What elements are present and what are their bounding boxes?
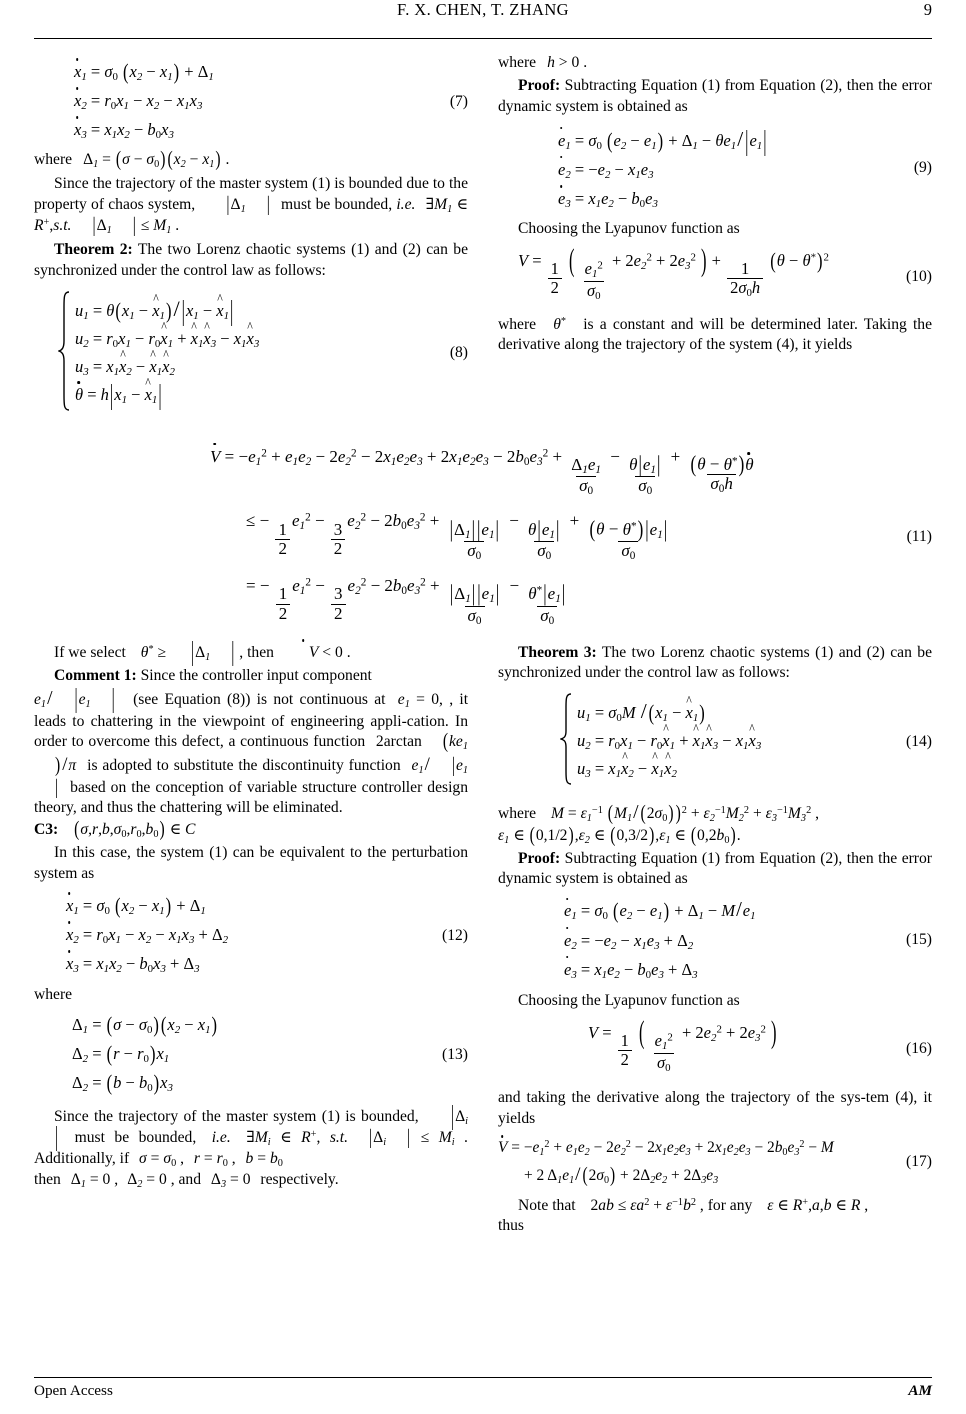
equation-7: $x_1 = \sigma_0$ $(x_2 - x_1) + \Delta_1$ $x_2 = r_0x_1 - x_2 - x_1x_3$ $x_3 = x_1x_2 - b_0x_3$ (7) — [74, 58, 468, 142]
comment-1-para: Comment 1: Since the controller input component $e_1/$ $|e_1$ | (see Equation (8)) is not continuous at $e_1 = 0$, , it leads to chattering in the viewpoint of engineering appli-cation. In order to overcome this defect, a continuous function 2arctan $(ke_1)$ /π is adopted to substitute the discontinuity function $e_1/$ $|e_1|$ based on the conception of variable structure controller design theory, and thus the chattering will be eliminated. — [34, 667, 469, 816]
proof-2-text: Subtracting Equation (1) from Equation (2), then the error dynamic system is obtained as — [498, 849, 932, 888]
equation-14-number: (14) — [906, 732, 932, 750]
equation-11-line-2: ≤ − $\frac{1}{2}$ $e_1^2$ − $\frac{3}{2}$ $e_2^2 - 2b_0e_3^2$ + $\frac{|\Delta_1| |e_1|}{\sigma_0}$ − $\frac{\theta|e_1|}{\sigma_0}$ + $\frac{(\theta - \theta^*) |e_1|}{\sigma_0}$ — [246, 511, 668, 563]
equation-15-number: (15) — [906, 931, 932, 949]
page-number: 9 — [923, 0, 932, 19]
proof-1-para — [498, 76, 932, 117]
equation-17-number: (17) — [906, 1153, 932, 1171]
equation-11-number: (11) — [906, 527, 932, 545]
theorem-3-para — [498, 643, 932, 684]
note-that-para: Note that $2ab \le \varepsilon a^2 + \varepsilon^{-1}b^2$ , for any ε ∈ R+,a,b ∈ R , — [518, 1196, 869, 1214]
running-title: F. X. CHEN, T. ZHANG — [397, 0, 569, 19]
lower-columns — [34, 637, 932, 1237]
journal-abbrev: AM — [908, 1382, 932, 1399]
equation-17: $V = -e_1^2 + e_1e_2 - 2e_2^2 - 2x_1e_2e_3 + 2x_1e_2e_3 - 2b_0e_3^2 - M$ + 2 $\Delta_1e_1/$ $(2\sigma_0) + 2\Delta_2e_2 + 2\Delta_3e_3$ (17) — [498, 1138, 932, 1187]
equation-16: V = $\frac{1}{2}$ ( $\frac{e_1^2}{\sigma_0}$ + $2e_2^2 + 2e_3^2$ ) (16) — [588, 1013, 932, 1074]
equation-8-number: (8) — [449, 344, 468, 362]
right-column-lower — [498, 643, 932, 1237]
equation-7-number: (7) — [449, 92, 468, 110]
theorem-2-text: The two Lorenz chaotic systems (1) and (2) can be synchronized under the control law as follows: — [34, 241, 468, 279]
brace-glyph — [58, 291, 71, 411]
running-head — [34, 0, 932, 39]
equation-12-number: (12) — [442, 926, 468, 944]
proof-1-label: Proof: — [518, 77, 561, 95]
equation-11-line-3: = − $\frac{1}{2}$ $e_1^2$ − $\frac{3}{2}$ $e_2^2 - 2b_0e_3^2$ + $\frac{|\Delta_1| |e_1|}{\sigma_0}$ − $\frac{\theta^*|e_1|}{\sigma_0}$ — [246, 576, 566, 627]
where-M-para: where $M = \varepsilon_1^{-1}$ ($M_1/$ $(2\sigma_0) )^2 + \varepsilon_2^{-1}M_2^2 + \varepsilon_3^{-1}M_3^2$ , $\varepsilon_1$ ∈ $(0,1/2),\varepsilon_2$ ∈ $(0,3/2),\varepsilon_1$ ∈ $(0,2b_0)$. — [498, 802, 820, 847]
equation-11 — [34, 447, 932, 627]
where-label-lower: where — [34, 986, 73, 1004]
left-column-lower — [34, 637, 469, 1237]
brace-glyph — [560, 693, 573, 785]
equation-15: $e_1 = \sigma_0$ $(e_2 - e_1) + \Delta_1 - M/e_1$ $e_2 = -e_2 - x_1e_3 + \Delta_2$ $e_3 = x_1e_2 - b_0e_3 + \Delta_3$ (15) — [564, 897, 932, 981]
open-access-label: Open Access — [34, 1382, 113, 1399]
equation-9: $e_1 = \sigma_0$ $(e_2 - e_1) + \Delta_1 - \theta e_1/$ $|e_1|$ $e_2 = -e_2 - x_1e_3$ $e_3 = x_1e_2 - b_0e_3$ (9) — [558, 123, 932, 210]
theorem-2-para — [34, 240, 468, 281]
thus-word: thus — [498, 1217, 524, 1235]
choosing-lyapunov-1: Choosing the Lyapunov function as — [518, 219, 740, 237]
left-column-upper — [34, 53, 468, 425]
if-we-select-para: If we select $\theta^* \ge |\Delta_1$ | , then V < 0 . — [54, 637, 351, 667]
c3-label: C3: — [34, 821, 59, 839]
equation-10: V = $\frac{1}{2}$ ( $\frac{e_1^2}{\sigma_0}$ + $2e_2^2 + 2e_3^2$ ) + $\frac{1}{2\sigma_0h}$ $(\theta - \theta^*)^2$ (10) — [518, 242, 932, 302]
right-column-upper — [498, 53, 932, 425]
equation-10-number: (10) — [906, 267, 932, 285]
equation-13-number: (13) — [442, 1045, 468, 1063]
equation-14: $u_1 = \sigma_0M / (x_1 - x$ $\^{}_1$) $u_2 = r_0x_1 - r_0x$ $\^{}_1 + x$ $\^{}_1x$ $\^{}_3 - x_1x$ $\^{}_3$ $u_3 = x_1x$ $\^{}_2 - x$ $\^{}_1x$ $\^{}_2$ (14) — [498, 693, 932, 790]
equation-9-number: (9) — [913, 159, 932, 177]
comment-1-label: Comment 1: — [54, 667, 137, 685]
where-h-line: where h > 0 . — [498, 54, 588, 71]
theorem-3-text: The two Lorenz chaotic systems (1) and (2) can be synchronized under the control law as follows: — [498, 643, 932, 682]
and-taking-derivative: and taking the derivative along the trajectory of the sys-tem (4), it yields — [498, 1089, 932, 1127]
equation-16-number: (16) — [906, 1039, 932, 1057]
c3-text: In this case, the system (1) can be equivalent to the perturbation system as — [34, 844, 468, 882]
bottom-bounded-para: Since the trajectory of the master system (1) is bounded, $|\Delta_i|$ must be bounded, i.e. $\exists M_i$ ∈ R+, s.t. $|\Delta_i$ | ≤ $M_i$ . Additionally, if $\sigma = \sigma_0$ , $r = r_0$ , $b = b_0$ then $\Delta_1 = 0$ , $\Delta_2 = 0$ , and $\Delta_3 = 0$ respectively. — [34, 1100, 468, 1191]
para-since-bounded: Since the trajectory of the master system (1) is bounded due to the property of chaos system, $|\Delta_1$ | must be bounded, i.e. $\exists M_1$ ∈ R+,s.t. $|\Delta_1$ | ≤ $M_1$ . — [34, 175, 468, 237]
proof-2-para — [498, 849, 932, 890]
choosing-lyapunov-2: Choosing the Lyapunov function as — [518, 991, 740, 1009]
where-delta1-line: where $\Delta_1 = (\sigma - \sigma_0) (x_2 - x_1)$ . — [34, 147, 230, 171]
page-footer — [34, 1377, 932, 1400]
equation-12: $x_1 = \sigma_0$ $(x_2 - x_1) + \Delta_1$ $x_2 = r_0x_1 - x_2 - x_1x_3 + \Delta_2$ $x_3 = x_1x_2 - b_0x_3 + \Delta_3$ (12) — [66, 892, 468, 976]
equation-8: $u_1 = \theta(x_1 - x$ $\^{}_1)/$ $|x_1 - x$ $\^{}_1|$ $u_2 = r_0x_1 - r_0x$ $\^{}_1 + x$ $\^{}_1x$ $\^{}_3 - x_1x$ $\^{}_3$ $u_3 = x_1x$ $\^{}_2 - x$ $\^{}_1x$ $\^{}_2$ $\theta = h|x_1 - x$ $\^{}_1|$ (8) — [34, 291, 468, 416]
equation-11-line-1: $V = -e_1^2 + e_1e_2 - 2e_2^2 - 2x_1e_2e_3 + 2x_1e_2e_3 - 2b_0e_3^2$ + $\frac{\Delta_1e_1}{\sigma_0}$ − $\frac{\theta|e_1|}{\sigma_0}$ + $\frac{(\theta - \theta^*)\theta}{\sigma_0h}$ — [210, 446, 754, 498]
theorem-3-label: Theorem 3: — [518, 643, 597, 661]
where-theta-star-para: where θ* is a constant and will be determined later. Taking the derivative along the trajectory of the system (4), it yields — [498, 315, 932, 354]
equation-13: $\Delta_1 = (\sigma - \sigma_0) (x_2 - x_1)$ $\Delta_2 = (r - r_0)x_1$ $\Delta_2 = (b - b_0)x_3$ (13) — [72, 1011, 468, 1096]
upper-columns — [34, 53, 932, 425]
c3-para: C3: $(\sigma,r,b,\sigma_0,r_0,b_0)$ ∈ C — [34, 817, 196, 841]
proof-1-text: Subtracting Equation (1) from Equation (2), then the error dynamic system is obtained as — [498, 77, 932, 115]
theorem-2-label: Theorem 2: — [54, 241, 133, 259]
proof-2-label: Proof: — [518, 849, 561, 867]
